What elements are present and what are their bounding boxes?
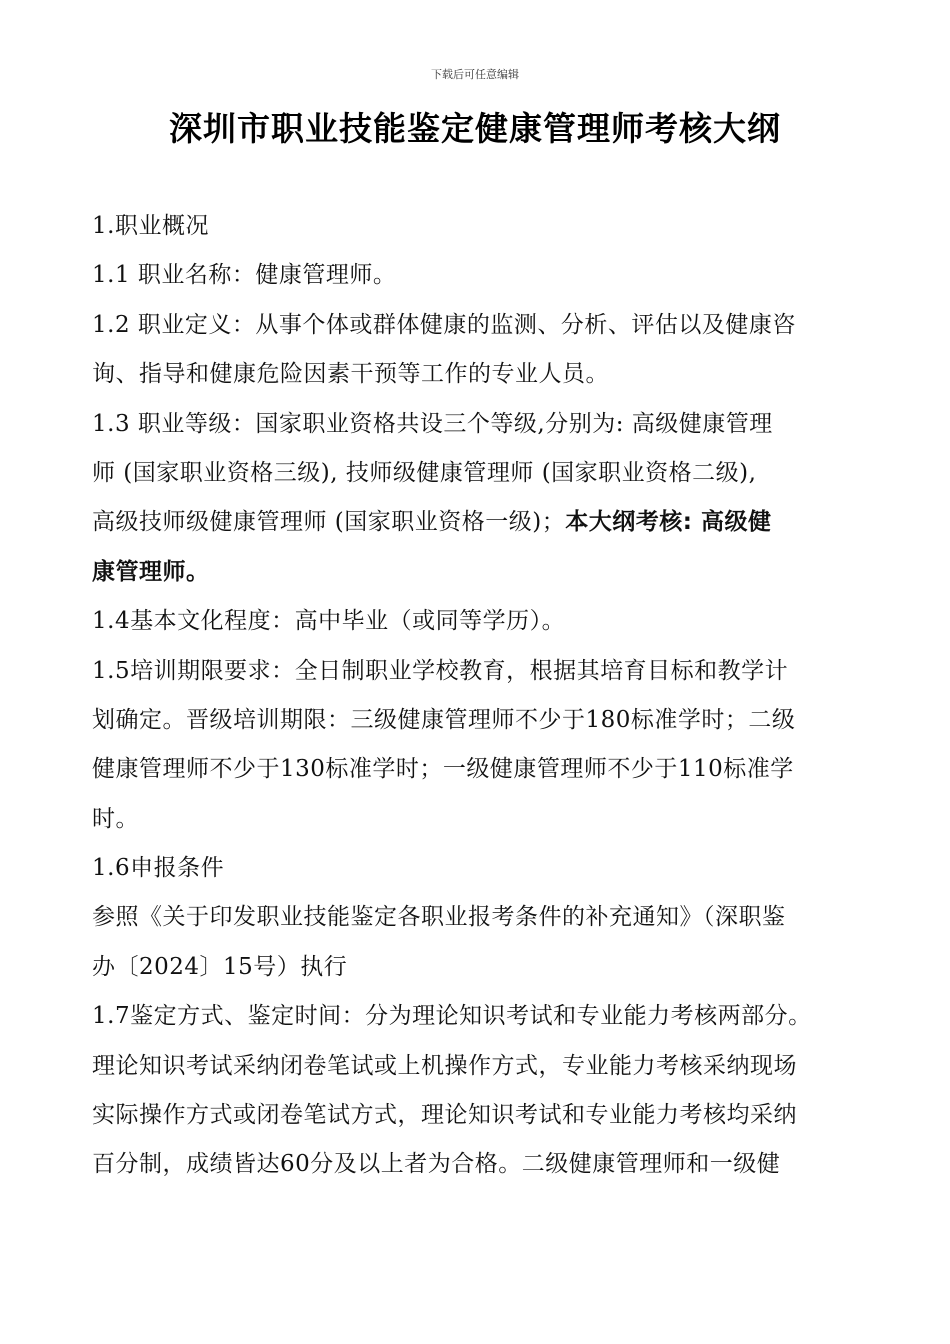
paragraph-line: 1.4基本文化程度：高中毕业（或同等学历）。	[92, 608, 566, 635]
paragraph-text: 高级技师级健康管理师 (国家职业资格一级)；	[92, 509, 566, 536]
emphasis-line: 康管理师。	[92, 558, 210, 585]
paragraph-line: 参照《关于印发职业技能鉴定各职业报考条件的补充通知》（深职鉴	[92, 904, 786, 931]
header-note: 下载后可任意编辑	[431, 68, 519, 81]
paragraph-line: 时。	[92, 805, 139, 832]
paragraph-line: 1.5培训期限要求：全日制职业学校教育，根据其培育目标和教学计	[92, 657, 789, 684]
paragraph-line: 1.7鉴定方式、鉴定时间：分为理论知识考试和专业能力考核两部分。	[92, 1003, 812, 1030]
paragraph-line: 1.1 职业名称：健康管理师。	[92, 262, 397, 289]
paragraph-line: 办〔2024〕15号）执行	[92, 953, 348, 980]
paragraph-line: 1.6申报条件	[92, 855, 225, 882]
paragraph-line: 理论知识考试采纳闭卷笔试或上机操作方式，专业能力考核采纳现场	[92, 1052, 797, 1079]
paragraph-line: 1.3 职业等级：国家职业资格共设三个等级,分别为: 高级健康管理	[92, 410, 773, 437]
document-title: 深圳市职业技能鉴定健康管理师考核大纲	[169, 109, 781, 148]
paragraph-line: 师 (国家职业资格三级), 技师级健康管理师 (国家职业资格二级),	[92, 459, 757, 486]
paragraph-line	[92, 498, 864, 547]
paragraph-line: 询、指导和健康危险因素干预等工作的专业人员。	[92, 361, 609, 388]
paragraph-line: 实际操作方式或闭卷笔试方式，理论知识考试和专业能力考核均采纳	[92, 1102, 797, 1129]
paragraph-line: 百分制，成绩皆达60分及以上者为合格。二级健康管理师和一级健	[92, 1151, 781, 1178]
document-body	[92, 202, 864, 1190]
section-heading: 1.职业概况	[92, 213, 209, 239]
emphasis-text: 本大纲考核: 高级健	[565, 509, 772, 536]
paragraph-line: 1.2 职业定义：从事个体或群体健康的监测、分析、评估以及健康咨	[92, 311, 796, 338]
paragraph-line: 健康管理师不少于130标准学时；一级健康管理师不少于110标准学	[92, 756, 794, 783]
paragraph-line: 划确定。晋级培训期限：三级健康管理师不少于180标准学时；二级	[92, 706, 796, 733]
